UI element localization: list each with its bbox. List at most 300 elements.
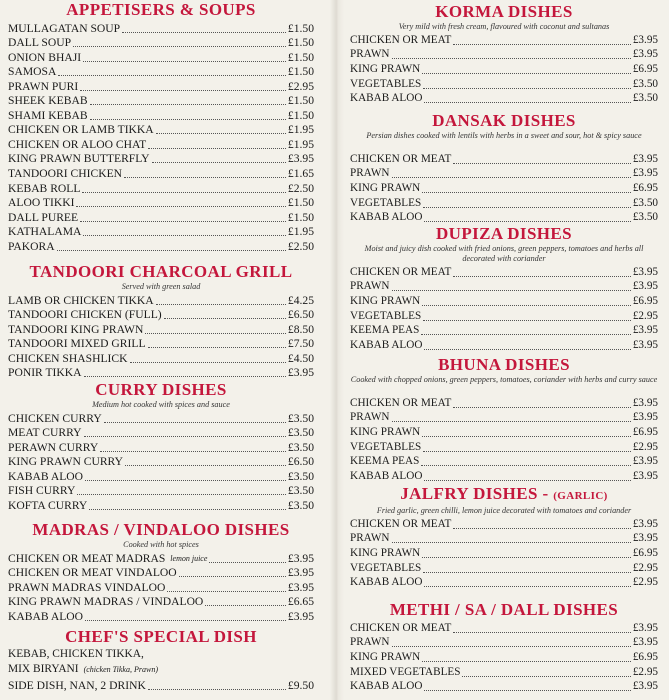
item-price: £6.50 bbox=[287, 308, 314, 322]
item-price: £2.95 bbox=[632, 440, 658, 453]
item-name: KEEMA PEAS bbox=[350, 455, 420, 468]
item-name: PRAWN PURI bbox=[8, 79, 79, 93]
dot-leader bbox=[83, 223, 285, 236]
section-title-text: KORMA DISHES bbox=[435, 2, 573, 21]
item-name: VEGETABLES bbox=[350, 440, 422, 453]
section-title-text: TANDOORI CHARCOAL GRILL bbox=[29, 262, 293, 281]
menu-item bbox=[350, 180, 658, 195]
special-note: (chicken Tikka, Prawn) bbox=[83, 664, 158, 674]
dot-leader bbox=[209, 550, 286, 563]
item-price: £3.95 bbox=[632, 48, 658, 61]
menu-section bbox=[350, 600, 658, 693]
dot-leader bbox=[424, 337, 630, 350]
menu-item bbox=[8, 93, 314, 108]
item-price: £2.95 bbox=[632, 665, 658, 678]
menu-item bbox=[350, 308, 658, 323]
dot-leader bbox=[124, 165, 286, 178]
menu-section bbox=[8, 0, 314, 253]
menu-item bbox=[350, 635, 658, 650]
item-name: KABAB ALOO bbox=[350, 211, 423, 224]
item-name: CHICKEN OR MEAT bbox=[350, 152, 452, 165]
section-title-text: APPETISERS & SOUPS bbox=[66, 0, 256, 19]
item-price: £1.65 bbox=[287, 167, 314, 181]
item-price: £1.50 bbox=[287, 36, 314, 50]
menu-section bbox=[350, 224, 658, 352]
dot-leader bbox=[453, 32, 631, 45]
dot-leader bbox=[424, 678, 630, 691]
menu-item bbox=[8, 20, 314, 35]
item-name: KING PRAWN bbox=[350, 650, 421, 663]
dot-leader bbox=[89, 497, 286, 510]
item-price: £2.50 bbox=[287, 181, 314, 195]
dot-leader bbox=[422, 649, 631, 662]
menu-item bbox=[350, 679, 658, 694]
item-price: £3.95 bbox=[632, 469, 658, 482]
item-name: CHICKEN OR ALOO CHAT bbox=[8, 137, 147, 151]
menu-item bbox=[8, 454, 314, 469]
item-price: £3.95 bbox=[632, 152, 658, 165]
menu-item bbox=[350, 545, 658, 560]
item-name: KABAB ALOO bbox=[350, 469, 423, 482]
item-price: £3.50 bbox=[287, 411, 314, 425]
item-price: £3.95 bbox=[287, 566, 314, 580]
page-fold bbox=[330, 0, 344, 700]
special-line bbox=[8, 677, 314, 692]
menu-item bbox=[350, 151, 658, 166]
menu-item bbox=[8, 579, 314, 594]
item-name: DALL SOUP bbox=[8, 36, 72, 50]
menu-item bbox=[350, 649, 658, 664]
item-name: KABAB ALOO bbox=[350, 576, 423, 589]
item-name: DALL PUREE bbox=[8, 210, 79, 224]
item-name: PRAWN bbox=[350, 636, 390, 649]
dot-leader bbox=[84, 424, 286, 437]
menu-item bbox=[350, 47, 658, 62]
item-price: £6.95 bbox=[632, 62, 658, 75]
item-price: £2.95 bbox=[632, 576, 658, 589]
dot-leader bbox=[424, 209, 630, 222]
item-name: CHICKEN OR MEAT bbox=[350, 396, 452, 409]
menu-section bbox=[8, 627, 314, 692]
section-title bbox=[350, 355, 658, 375]
menu-item bbox=[350, 210, 658, 225]
dot-leader bbox=[423, 308, 631, 321]
item-name: MEAT CURRY bbox=[8, 426, 82, 440]
section-title-suffix: (GARLIC) bbox=[553, 490, 608, 502]
menu-item bbox=[350, 516, 658, 531]
item-price: £3.95 bbox=[632, 324, 658, 337]
dot-leader bbox=[80, 78, 286, 91]
dot-leader bbox=[152, 150, 286, 163]
dot-leader bbox=[148, 136, 286, 149]
item-name: VEGETABLES bbox=[350, 196, 422, 209]
item-name: PRAWN MADRAS VINDALOO bbox=[8, 580, 166, 594]
section-title bbox=[350, 2, 658, 22]
item-name: VEGETABLES bbox=[350, 309, 422, 322]
section-title-text: METHI / SA / DALL DISHES bbox=[389, 600, 619, 619]
menu-item bbox=[350, 264, 658, 279]
item-price: £3.95 bbox=[632, 280, 658, 293]
item-name: PONIR TIKKA bbox=[8, 366, 82, 380]
menu-item bbox=[350, 560, 658, 575]
dot-leader bbox=[392, 278, 631, 291]
item-name: PAKORA bbox=[8, 239, 55, 253]
menu-item bbox=[350, 279, 658, 294]
dot-leader bbox=[84, 364, 286, 377]
dot-leader bbox=[156, 292, 286, 305]
item-price: £6.95 bbox=[632, 294, 658, 307]
section-title-text: CHEF'S SPECIAL DISH bbox=[65, 627, 257, 646]
item-name: TANDOORI CHICKEN bbox=[8, 167, 123, 181]
menu-item bbox=[8, 336, 314, 351]
item-name: KABAB ALOO bbox=[8, 609, 84, 623]
item-price: £3.50 bbox=[632, 92, 658, 105]
menu-item bbox=[8, 594, 314, 609]
dot-leader bbox=[80, 209, 286, 222]
item-name: LAMB OR CHICKEN TIKKA bbox=[8, 293, 154, 307]
item-price: £3.50 bbox=[632, 77, 658, 90]
dot-leader bbox=[424, 468, 630, 481]
item-name: KABAB ALOO bbox=[350, 680, 423, 693]
item-name: PRAWN bbox=[350, 167, 390, 180]
item-price: £3.95 bbox=[632, 396, 658, 409]
section-description: Medium hot cooked with spices and sauce bbox=[92, 400, 230, 409]
dot-leader bbox=[167, 579, 286, 592]
menu-item bbox=[350, 323, 658, 338]
item-price: £3.95 bbox=[632, 455, 658, 468]
section-title bbox=[350, 111, 658, 131]
dot-leader bbox=[422, 180, 631, 193]
item-name: KING PRAWN bbox=[350, 425, 421, 438]
menu-item bbox=[8, 439, 314, 454]
menu-item bbox=[8, 410, 314, 425]
dot-leader bbox=[58, 63, 286, 76]
menu-item bbox=[8, 497, 314, 512]
dot-leader bbox=[422, 61, 631, 74]
item-price: £6.95 bbox=[632, 650, 658, 663]
menu-item bbox=[8, 180, 314, 195]
item-name: CHICKEN OR MEAT bbox=[350, 517, 452, 530]
item-price: £3.95 bbox=[632, 411, 658, 424]
dot-leader bbox=[423, 439, 631, 452]
dot-leader bbox=[424, 90, 630, 103]
dot-leader bbox=[392, 409, 631, 422]
item-name: PRAWN bbox=[350, 48, 390, 61]
menu-item bbox=[8, 107, 314, 122]
item-name: FISH CURRY bbox=[8, 484, 76, 498]
item-price: £4.50 bbox=[287, 351, 314, 365]
item-name: MULLAGATAN SOUP bbox=[8, 21, 121, 35]
item-name: CHICKEN OR MEAT bbox=[350, 621, 452, 634]
section-title bbox=[8, 520, 314, 540]
item-name: KING PRAWN bbox=[350, 294, 421, 307]
dot-leader bbox=[392, 634, 631, 647]
item-price: £1.95 bbox=[287, 137, 314, 151]
item-price: £2.95 bbox=[287, 79, 314, 93]
item-name: ALOO TIKKI bbox=[8, 196, 75, 210]
menu-item bbox=[350, 395, 658, 410]
item-price: £3.95 bbox=[632, 33, 658, 46]
item-name: ONION BHAJI bbox=[8, 50, 82, 64]
item-name: KING PRAWN BUTTERFLY bbox=[8, 152, 150, 166]
menu-section bbox=[350, 111, 658, 224]
menu-item bbox=[350, 195, 658, 210]
menu-section bbox=[350, 355, 658, 483]
dot-leader bbox=[83, 49, 286, 62]
section-title bbox=[350, 484, 658, 506]
item-price: £3.95 bbox=[287, 609, 314, 623]
item-name: TANDOORI CHICKEN (FULL) bbox=[8, 308, 162, 322]
menu-item bbox=[350, 32, 658, 47]
item-price: £1.50 bbox=[287, 196, 314, 210]
menu-item bbox=[8, 209, 314, 224]
dot-leader bbox=[77, 482, 286, 495]
menu-section bbox=[350, 484, 658, 589]
item-price: £1.50 bbox=[287, 50, 314, 64]
item-price: £3.50 bbox=[287, 440, 314, 454]
item-price: £2.50 bbox=[287, 239, 314, 253]
section-title bbox=[8, 380, 314, 400]
dot-leader bbox=[130, 350, 286, 363]
item-price: £1.50 bbox=[287, 65, 314, 79]
item-price: £3.95 bbox=[632, 532, 658, 545]
menu-item bbox=[350, 575, 658, 590]
item-price: £3.50 bbox=[287, 469, 314, 483]
menu-item bbox=[8, 165, 314, 180]
dot-leader bbox=[453, 151, 631, 164]
section-title-text: MADRAS / VINDALOO DISHES bbox=[32, 520, 290, 539]
menu-item bbox=[8, 608, 314, 623]
menu-item bbox=[350, 531, 658, 546]
item-price: £4.25 bbox=[287, 293, 314, 307]
item-price: £3.50 bbox=[632, 211, 658, 224]
item-name: TANDOORI MIXED GRILL bbox=[8, 337, 146, 351]
item-name: KEBAB ROLL bbox=[8, 181, 81, 195]
item-price: £3.95 bbox=[632, 636, 658, 649]
dot-leader bbox=[73, 34, 286, 47]
item-price: £1.95 bbox=[287, 225, 314, 239]
dot-leader bbox=[462, 664, 630, 677]
dot-leader bbox=[392, 46, 631, 59]
menu-item bbox=[350, 439, 658, 454]
item-price: £3.95 bbox=[632, 265, 658, 278]
item-name: PRAWN bbox=[350, 411, 390, 424]
item-name: VEGETABLES bbox=[350, 561, 422, 574]
menu-item bbox=[8, 151, 314, 166]
menu-section bbox=[8, 380, 314, 512]
menu-item bbox=[350, 620, 658, 635]
dot-leader bbox=[422, 545, 631, 558]
dot-leader bbox=[85, 608, 286, 621]
dot-leader bbox=[82, 180, 285, 193]
menu-section bbox=[350, 2, 658, 105]
menu-item bbox=[350, 166, 658, 181]
menu-item bbox=[8, 224, 314, 239]
item-name: KEEMA PEAS bbox=[350, 324, 420, 337]
section-description: Cooked with hot spices bbox=[123, 540, 199, 549]
dot-leader bbox=[90, 92, 286, 105]
dot-leader bbox=[422, 293, 631, 306]
menu-item bbox=[350, 664, 658, 679]
dot-leader bbox=[453, 620, 631, 633]
dot-leader bbox=[422, 424, 631, 437]
menu-item bbox=[8, 468, 314, 483]
dot-leader bbox=[156, 121, 286, 134]
dot-leader bbox=[148, 677, 286, 690]
menu-item bbox=[8, 350, 314, 365]
menu-item bbox=[8, 292, 314, 307]
dot-leader bbox=[148, 335, 286, 348]
dot-leader bbox=[122, 20, 286, 33]
section-description: Very mild with fresh cream, flavoured with coconut and sultanas bbox=[398, 22, 610, 31]
item-price: £3.95 bbox=[632, 621, 658, 634]
dot-leader bbox=[100, 439, 286, 452]
item-name: KING PRAWN MADRAS / VINDALOO bbox=[8, 595, 204, 609]
item-price: £3.50 bbox=[632, 196, 658, 209]
item-name: SAMOSA bbox=[8, 65, 57, 79]
item-name: SHAMI KEBAB bbox=[8, 108, 88, 122]
item-price: £6.65 bbox=[287, 595, 314, 609]
section-title bbox=[8, 0, 314, 20]
section-description: Persian dishes cooked with lentils with herbs in a sweet and sour, hot & spicy sauce bbox=[366, 131, 642, 140]
item-price: £3.95 bbox=[632, 517, 658, 530]
special-line-text: MIX BIRYANI bbox=[8, 662, 79, 675]
dot-leader bbox=[423, 560, 631, 573]
dot-leader bbox=[453, 516, 631, 529]
item-price: £3.95 bbox=[632, 167, 658, 180]
section-description: Fried garlic, green chilli, lemon juice decorated with tomatoes and coriander bbox=[376, 506, 632, 515]
menu-item bbox=[8, 550, 314, 565]
dot-leader bbox=[57, 238, 286, 251]
section-description: Cooked with chopped onions, green peppers, tomatoes, coriander with herbs and curry sauce bbox=[350, 375, 658, 384]
dot-leader bbox=[76, 194, 285, 207]
item-name: KABAB ALOO bbox=[8, 469, 84, 483]
item-name: CHICKEN OR LAMB TIKKA bbox=[8, 123, 154, 137]
dot-leader bbox=[392, 165, 631, 178]
dot-leader bbox=[423, 76, 631, 89]
special-line bbox=[8, 662, 314, 678]
item-name: KABAB ALOO bbox=[350, 338, 423, 351]
item-price: £3.95 bbox=[287, 551, 314, 565]
item-price: £3.50 bbox=[287, 484, 314, 498]
item-name: MIXED VEGETABLES bbox=[350, 665, 461, 678]
item-name: KATHALAMA bbox=[8, 225, 82, 239]
dot-leader bbox=[145, 321, 286, 334]
dot-leader bbox=[164, 306, 286, 319]
dot-leader bbox=[421, 322, 631, 335]
item-price: £3.95 bbox=[632, 680, 658, 693]
section-title bbox=[350, 600, 658, 620]
dot-leader bbox=[424, 574, 630, 587]
item-price: £3.95 bbox=[287, 152, 314, 166]
item-price: £3.95 bbox=[287, 580, 314, 594]
dot-leader bbox=[453, 264, 631, 277]
item-name: TANDOORI KING PRAWN bbox=[8, 322, 144, 336]
section-description: Moist and juicy dish cooked with fried onions, green peppers, tomatoes and herbs all decorated with coriander bbox=[364, 244, 644, 263]
menu-item bbox=[8, 483, 314, 498]
item-note: lemon juice bbox=[170, 553, 208, 563]
dot-leader bbox=[85, 468, 286, 481]
dot-leader bbox=[392, 530, 631, 543]
section-title-text: DANSAK DISHES bbox=[432, 111, 576, 130]
menu-section bbox=[8, 262, 314, 379]
menu-item bbox=[350, 468, 658, 483]
menu-item bbox=[350, 410, 658, 425]
item-price: £1.50 bbox=[287, 94, 314, 108]
dot-leader bbox=[453, 395, 631, 408]
menu-item bbox=[8, 321, 314, 336]
menu-item bbox=[8, 565, 314, 580]
dot-leader bbox=[90, 107, 286, 120]
item-price: £8.50 bbox=[287, 322, 314, 336]
menu-item bbox=[8, 307, 314, 322]
item-name: CHICKEN OR MEAT bbox=[350, 265, 452, 278]
menu-item bbox=[350, 293, 658, 308]
item-name: CHICKEN CURRY bbox=[8, 411, 102, 425]
item-price: £3.50 bbox=[287, 426, 314, 440]
menu-item bbox=[8, 365, 314, 380]
item-price: £1.50 bbox=[287, 108, 314, 122]
item-price: £1.95 bbox=[287, 123, 314, 137]
section-title bbox=[8, 262, 314, 282]
item-price: £2.95 bbox=[632, 561, 658, 574]
menu-item bbox=[8, 122, 314, 137]
special-line-text: SIDE DISH, NAN, 2 DRINK bbox=[8, 678, 146, 692]
item-name: KING PRAWN bbox=[350, 546, 421, 559]
section-title-text: DUPIZA DISHES bbox=[435, 224, 573, 243]
item-name: KING PRAWN bbox=[350, 62, 421, 75]
item-price: £7.50 bbox=[287, 337, 314, 351]
menu-item bbox=[8, 49, 314, 64]
item-price: £6.95 bbox=[632, 425, 658, 438]
item-price: £2.95 bbox=[632, 309, 658, 322]
item-name: KOFTA CURRY bbox=[8, 498, 88, 512]
menu-item bbox=[350, 454, 658, 469]
special-line: KEBAB, CHICKEN TIKKA, bbox=[8, 648, 144, 660]
menu-item bbox=[350, 424, 658, 439]
menu-item bbox=[8, 78, 314, 93]
item-price: £6.50 bbox=[287, 455, 314, 469]
section-title-text: JALFRY DISHES - bbox=[400, 484, 554, 503]
menu-item bbox=[8, 238, 314, 253]
item-price: £3.50 bbox=[287, 498, 314, 512]
dot-leader bbox=[179, 564, 286, 577]
menu-item bbox=[8, 195, 314, 210]
dot-leader bbox=[104, 410, 286, 423]
dot-leader bbox=[421, 453, 631, 466]
item-name: VEGETABLES bbox=[350, 77, 422, 90]
section-title bbox=[350, 224, 658, 244]
dot-leader bbox=[423, 195, 631, 208]
section-title bbox=[8, 627, 314, 647]
menu-item bbox=[8, 136, 314, 151]
menu-item bbox=[8, 35, 314, 50]
menu-item bbox=[8, 425, 314, 440]
item-price: £3.95 bbox=[287, 366, 314, 380]
item-name: SHEEK KEBAB bbox=[8, 94, 88, 108]
menu-item bbox=[350, 76, 658, 91]
item-name: PERAWN CURRY bbox=[8, 440, 99, 454]
item-name: CHICKEN OR MEAT bbox=[350, 33, 452, 46]
item-price: £9.50 bbox=[287, 678, 314, 692]
section-description: Served with green salad bbox=[121, 282, 201, 291]
item-name: CHICKEN OR MEAT VINDALOO bbox=[8, 566, 177, 580]
item-name: KABAB ALOO bbox=[350, 92, 423, 105]
item-name: KING PRAWN bbox=[350, 181, 421, 194]
item-name: CHICKEN OR MEAT MADRAS bbox=[8, 551, 166, 565]
item-name: CHICKEN SHASHLICK bbox=[8, 351, 128, 365]
item-name: PRAWN bbox=[350, 532, 390, 545]
